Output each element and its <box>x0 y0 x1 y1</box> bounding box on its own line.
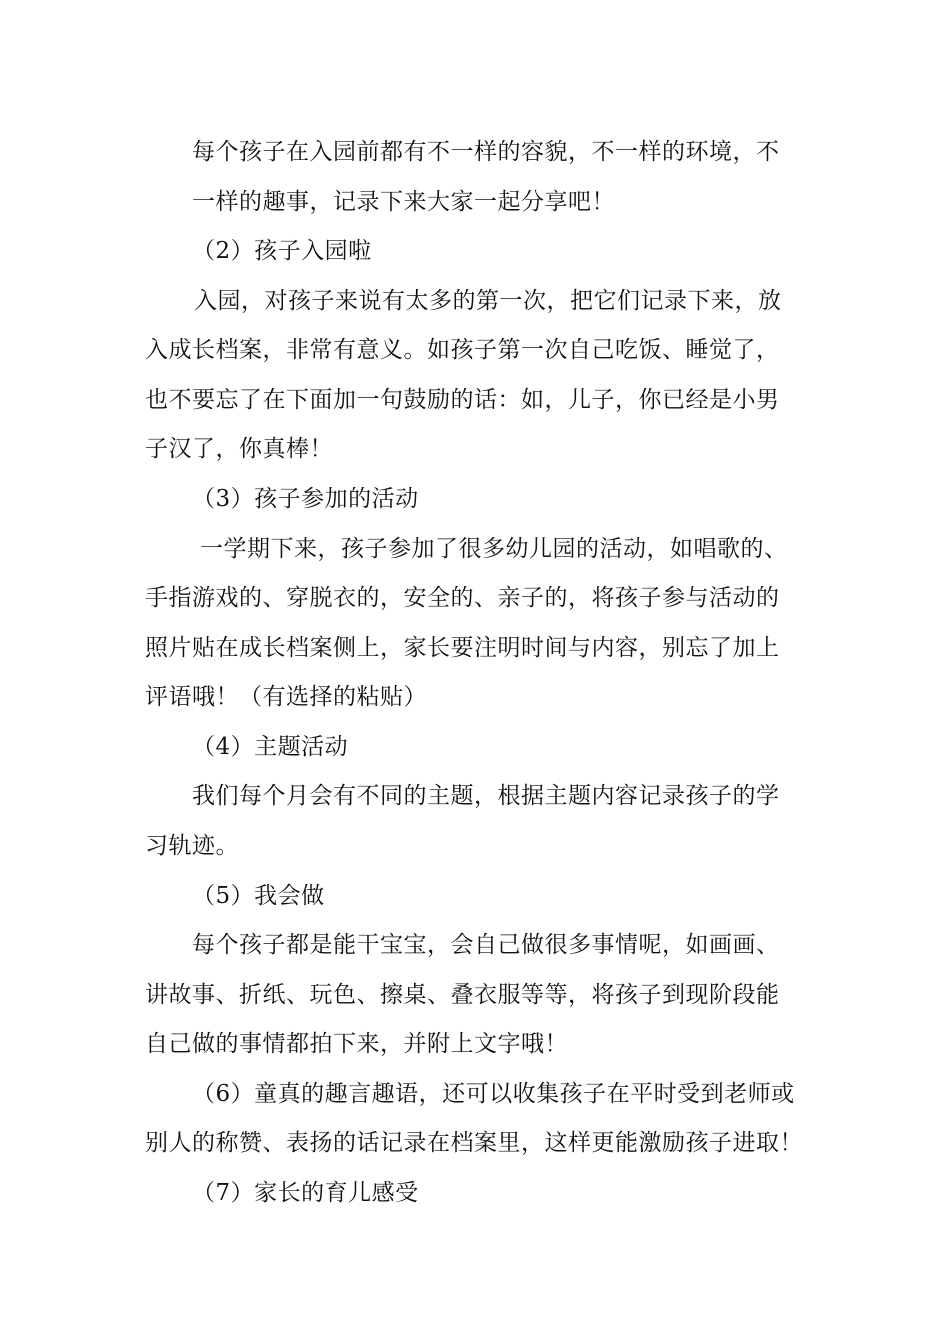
paragraph-line: 每个孩子都是能干宝宝，会自己做很多事情呢，如画画、 <box>192 932 780 958</box>
section-heading-7: （7）家长的育儿感受 <box>192 1180 419 1206</box>
paragraph-line: 我们每个月会有不同的主题，根据主题内容记录孩子的学 <box>192 783 780 809</box>
paragraph-line: 讲故事、折纸、玩色、擦桌、叠衣服等等，将孩子到现阶段能 <box>145 982 780 1008</box>
paragraph-line: 每个孩子在入园前都有不一样的容貌，不一样的环境，不 <box>192 139 780 165</box>
paragraph-line: 也不要忘了在下面加一句鼓励的话：如，儿子，你已经是小男 <box>145 387 780 413</box>
paragraph-line: 子汉了，你真棒！ <box>145 436 333 462</box>
paragraph-line: 别人的称赞、表扬的话记录在档案里，这样更能激励孩子进取！ <box>145 1130 803 1156</box>
section-heading-3: （3）孩子参加的活动 <box>192 486 419 512</box>
paragraph-line: 照片贴在成长档案侧上，家长要注明时间与内容，别忘了加上 <box>145 635 780 661</box>
paragraph-line: 一样的趣事，记录下来大家一起分享吧！ <box>192 189 615 215</box>
paragraph-line: 自己做的事情都拍下来，并附上文字哦！ <box>145 1031 568 1057</box>
paragraph-line: 手指游戏的、穿脱衣的，安全的、亲子的，将孩子参与活动的 <box>145 585 780 611</box>
section-heading-2: （2）孩子入园啦 <box>192 238 372 264</box>
paragraph-line: 入园，对孩子来说有太多的第一次，把它们记录下来，放 <box>194 288 782 314</box>
section-heading-6: （6）童真的趣言趣语，还可以收集孩子在平时受到老师或 <box>192 1081 795 1107</box>
paragraph-line: 入成长档案，非常有意义。如孩子第一次自己吃饭、睡觉了， <box>145 337 780 363</box>
paragraph-line: 习轨迹。 <box>145 833 239 859</box>
paragraph-line: 一学期下来，孩子参加了很多幼儿园的活动，如唱歌的、 <box>200 536 788 562</box>
section-heading-5: （5）我会做 <box>192 883 325 909</box>
section-heading-4: （4）主题活动 <box>192 734 349 760</box>
paragraph-line: 评语哦！（有选择的粘贴） <box>145 684 427 710</box>
